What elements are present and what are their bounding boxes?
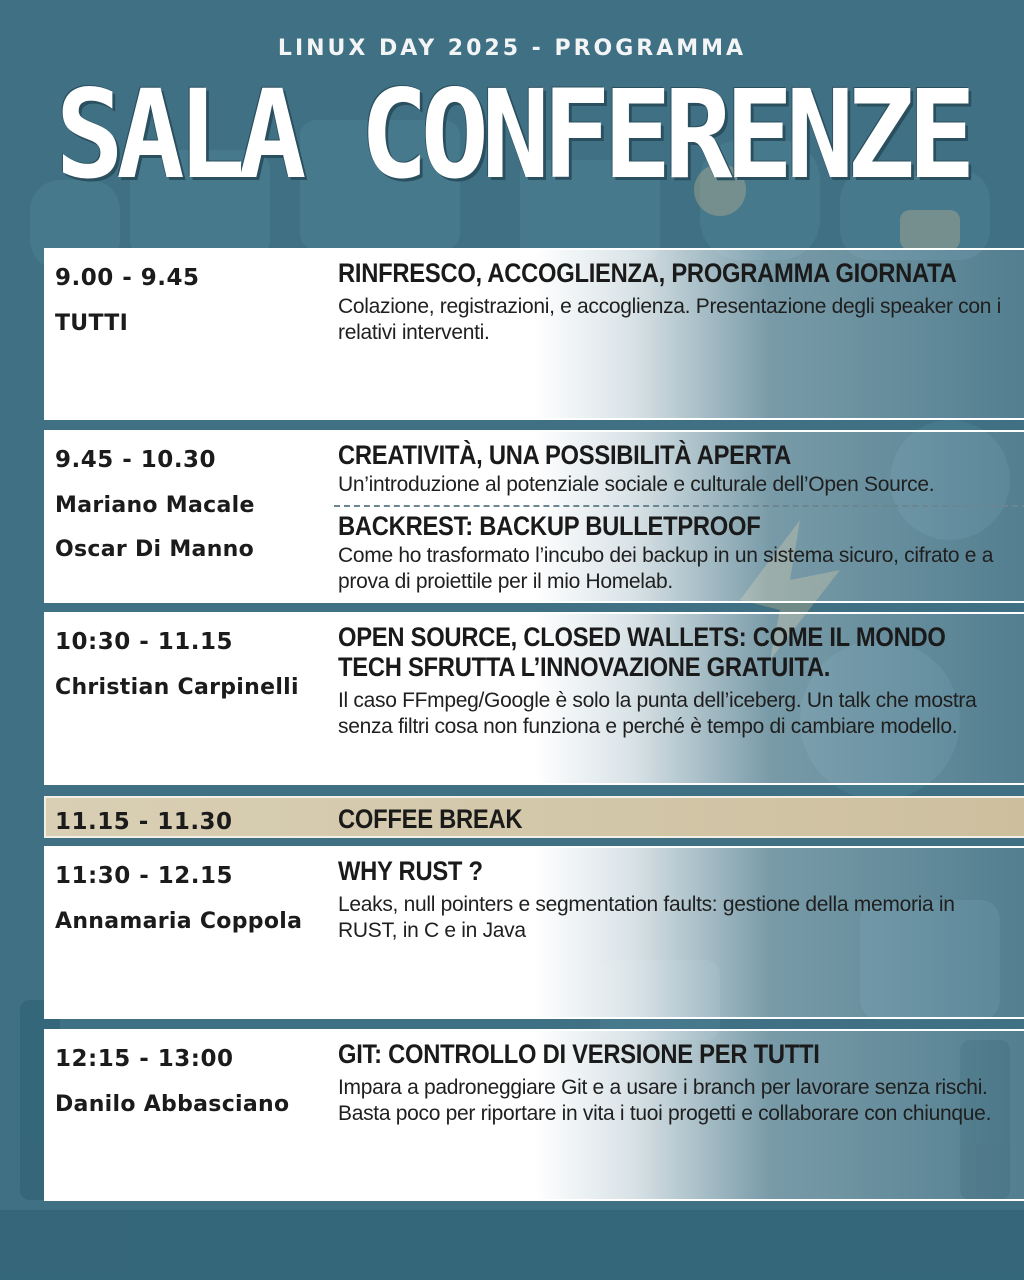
schedule-row [44, 1029, 1024, 1201]
schedule-row [44, 612, 1024, 785]
speaker-name: Annamaria Coppola [55, 909, 303, 934]
speaker-name: TUTTI [55, 311, 129, 336]
talk-description: Leaks, null pointers e segmentation faults: gestione della memoria in RUST, in C e in Java [338, 893, 955, 942]
time-slot: 9.45 - 10.30 [55, 447, 217, 473]
event-subtitle: LINUX DAY 2025 - PROGRAMMA [277, 36, 747, 61]
time-slot: 12:15 - 13:00 [55, 1046, 234, 1072]
talk-description: Come ho trasformato l’incubo dei backup in un sistema sicuro, cifrato e a prova di proiettile per il mio Homelab. [338, 544, 994, 593]
talk-title: BACKREST: BACKUP BULLETPROOF [338, 511, 761, 541]
schedule-row [44, 846, 1024, 1019]
speaker-name: Mariano Macale [55, 493, 255, 518]
time-slot: 10:30 - 11.15 [55, 629, 234, 655]
time-slot: 11.15 - 11.30 [55, 809, 233, 835]
talk-title: RINFRESCO, ACCOGLIENZA, PROGRAMMA GIORNATA [338, 258, 957, 288]
speaker-name: Christian Carpinelli [55, 675, 299, 700]
break-label: COFFEE BREAK [338, 804, 523, 834]
speaker-name: Danilo Abbasciano [55, 1092, 290, 1117]
talk-title: OPEN SOURCE, CLOSED WALLETS: COME IL MONDO TECH SFRUTTA L’INNOVAZIONE GRATUITA. [338, 622, 946, 682]
schedule-row [44, 430, 1024, 603]
talk-description: Impara a padroneggiare Git e a usare i branch per lavorare senza rischi. Basta poco per riportare in vita i tuoi progetti e collaborare con chiunque. [338, 1076, 992, 1125]
talk-description: Un’introduzione al potenziale sociale e culturale dell’Open Source. [338, 473, 935, 496]
page-title: SALA CONFERENZE [55, 64, 969, 206]
talk-description: Il caso FFmpeg/Google è solo la punta dell’iceberg. Un talk che mostra senza filtri cosa non funziona e perché è tempo di cambiare modello. [338, 689, 977, 738]
schedule-row [44, 248, 1024, 420]
talk-title: WHY RUST ? [338, 856, 483, 886]
time-slot: 11:30 - 12.15 [55, 863, 234, 889]
talk-title: CREATIVITÀ, UNA POSSIBILITÀ APERTA [338, 440, 792, 470]
speaker-name: Oscar Di Manno [55, 537, 255, 562]
coffee-break-row [44, 796, 1024, 838]
time-slot: 9.00 - 9.45 [55, 265, 200, 291]
talk-title: GIT: CONTROLLO DI VERSIONE PER TUTTI [338, 1039, 820, 1069]
talk-description: Colazione, registrazioni, e accoglienza. Presentazione degli speaker con i relativi interventi. [338, 295, 1002, 344]
talk-divider [334, 505, 1024, 507]
